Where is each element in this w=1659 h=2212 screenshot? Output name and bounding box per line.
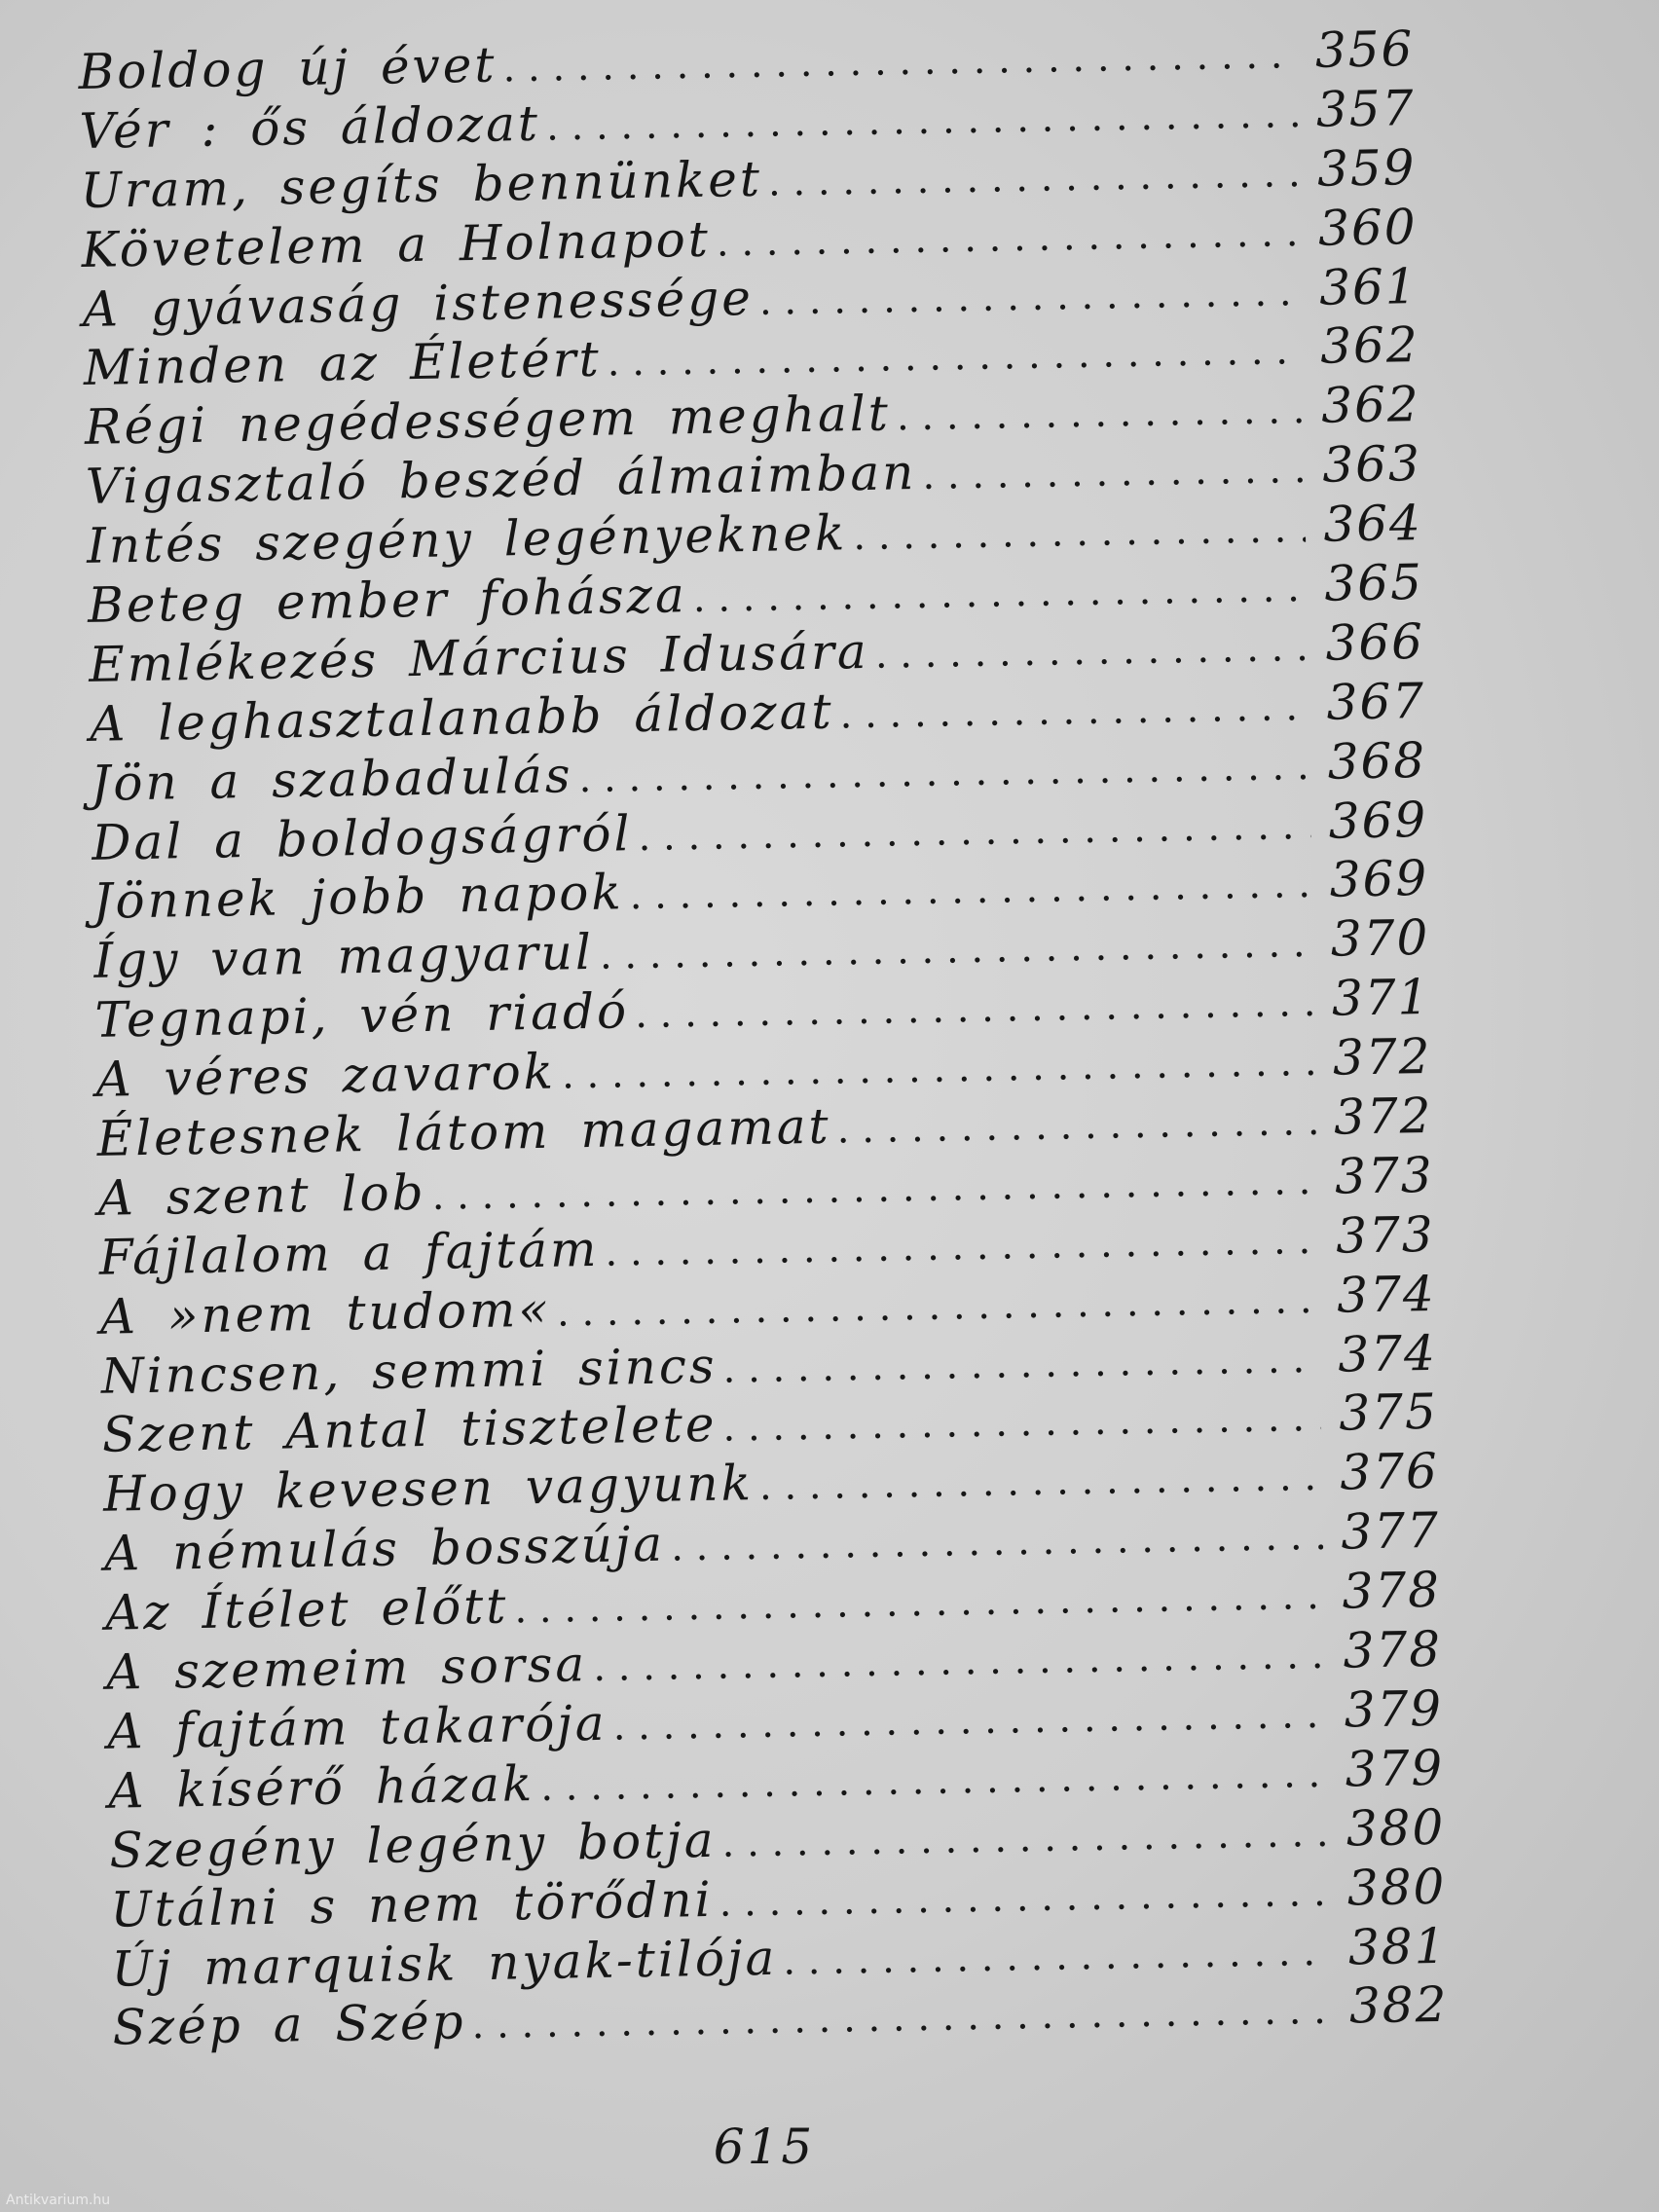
toc-entry-page: 374 — [1336, 1265, 1437, 1324]
toc-entry-title: Uram, segíts bennünket — [80, 150, 763, 219]
toc-entry-page: 362 — [1319, 316, 1420, 376]
toc-entry-title: Hogy kevesen vagyunk — [102, 1455, 755, 1524]
dot-leader — [836, 1092, 1316, 1160]
toc-entry-page: 370 — [1330, 909, 1430, 969]
dot-leader — [722, 1330, 1320, 1400]
toc-entry-page: 380 — [1346, 1858, 1447, 1917]
toc-entry-page: 381 — [1347, 1917, 1448, 1976]
dot-leader — [722, 1388, 1321, 1458]
watermark: Antikvarium.hu — [6, 2193, 111, 2208]
dot-leader — [874, 618, 1308, 685]
toc-entry-title: Szép a Szép — [112, 1993, 467, 2057]
toc-entry-page: 371 — [1331, 969, 1431, 1027]
toc-entry-page: 356 — [1314, 20, 1415, 79]
toc-entry-title: Így van magyarul — [92, 924, 595, 990]
toc-entry-page: 369 — [1328, 791, 1428, 850]
toc-entry-title: Jön a szabadulás — [90, 746, 573, 812]
toc-entry-title: Minden az Életért — [83, 331, 603, 397]
dot-leader — [471, 1981, 1332, 2055]
table-of-contents — [78, 19, 1449, 2058]
dot-leader — [783, 1922, 1331, 1991]
dot-leader — [692, 559, 1307, 629]
toc-entry-page: 382 — [1348, 1976, 1449, 2035]
toc-entry-title: A gyávaság istenessége — [82, 269, 755, 338]
toc-entry-title: Vér : ős áldozat — [79, 94, 541, 160]
toc-entry-title: Emlékezés Március Idusára — [88, 622, 870, 693]
toc-entry-page: 373 — [1335, 1205, 1436, 1265]
toc-entry-page: 362 — [1320, 376, 1421, 435]
toc-entry-page: 372 — [1333, 1087, 1433, 1146]
page-number: 615 — [713, 2119, 816, 2175]
toc-entry-page: 368 — [1327, 731, 1427, 791]
toc-entry-title: Nincsen, semmi sincs — [100, 1337, 718, 1405]
toc-entry-title: Új marquisk nyak-tilója — [111, 1929, 778, 1998]
toc-entry-title: A »nem tudom« — [99, 1280, 552, 1346]
dot-leader — [922, 440, 1306, 506]
toc-entry-title: A leghasztalanabb áldozat — [89, 682, 834, 753]
dot-leader — [716, 203, 1301, 273]
toc-entry-title: Követelem a Holnapot — [81, 210, 712, 278]
toc-entry-page: 379 — [1344, 1679, 1444, 1739]
toc-entry-page: 376 — [1339, 1443, 1440, 1501]
toc-entry-title: Dal a boldogságról — [91, 804, 633, 871]
toc-entry-title: Régi negédességem meghalt — [84, 385, 892, 457]
toc-entry-page: 360 — [1317, 198, 1419, 257]
toc-entry-page: 372 — [1332, 1028, 1432, 1087]
toc-entry-title: A kísérő házak — [107, 1754, 535, 1820]
dot-leader — [839, 678, 1309, 745]
toc-entry-title: Beteg ember fohásza — [87, 567, 688, 634]
toc-entry-title: Vigasztaló beszéd álmaimban — [85, 444, 917, 516]
toc-entry-title: Szegény legény botja — [108, 1811, 717, 1879]
toc-entry-page: 375 — [1338, 1383, 1439, 1443]
toc-entry-title: Intés szegény legényeknek — [86, 504, 848, 575]
toc-entry-title: A véres zavarok — [95, 1043, 557, 1108]
dot-leader — [853, 499, 1307, 567]
dot-leader — [758, 263, 1302, 332]
toc-entry-page: 363 — [1321, 435, 1422, 494]
toc-entry-page: 357 — [1315, 79, 1416, 138]
toc-entry-title: Utálni s nem törődni — [109, 1870, 715, 1938]
toc-entry-page: 377 — [1340, 1502, 1441, 1561]
toc-entry-title: Jönnek jobb napok — [92, 864, 625, 931]
toc-entry-title: Az Ítélet előtt — [104, 1577, 509, 1641]
toc-entry-page: 361 — [1318, 257, 1419, 316]
toc-entry-title: Tegnapi, vén riadó — [94, 982, 630, 1050]
dot-leader — [758, 1448, 1322, 1517]
toc-entry-page: 373 — [1334, 1146, 1435, 1205]
dot-leader — [896, 381, 1304, 447]
toc-entry-page: 378 — [1342, 1561, 1442, 1620]
toc-entry-page: 380 — [1346, 1798, 1446, 1858]
toc-entry-title: Életesnek látom magamat — [96, 1097, 832, 1167]
toc-entry-page: 374 — [1337, 1324, 1438, 1383]
dot-leader — [767, 144, 1300, 212]
toc-entry-title: Szent Antal tisztelete — [101, 1396, 718, 1464]
toc-entry-page: 367 — [1326, 672, 1426, 731]
toc-entry-page: 369 — [1329, 850, 1429, 909]
toc-entry-page: 378 — [1343, 1620, 1443, 1679]
toc-entry-title: A szemeim sorsa — [105, 1636, 588, 1701]
toc-entry-page: 366 — [1325, 612, 1425, 672]
toc-entry-page: 379 — [1345, 1739, 1445, 1798]
toc-entry-title: A szent lob — [97, 1163, 427, 1227]
toc-entry-title: A némulás bosszúja — [103, 1515, 666, 1583]
dot-leader — [721, 1804, 1329, 1874]
toc-entry-page: 365 — [1323, 553, 1424, 612]
toc-entry-page: 364 — [1322, 495, 1423, 553]
toc-entry-title: A fajtám takarója — [106, 1694, 608, 1760]
toc-entry-title: Boldog új évet — [78, 36, 498, 100]
toc-entry-page: 359 — [1316, 138, 1417, 198]
toc-entry-title: Fájlalom a fajtám — [98, 1220, 600, 1286]
dot-leader — [719, 1862, 1330, 1933]
